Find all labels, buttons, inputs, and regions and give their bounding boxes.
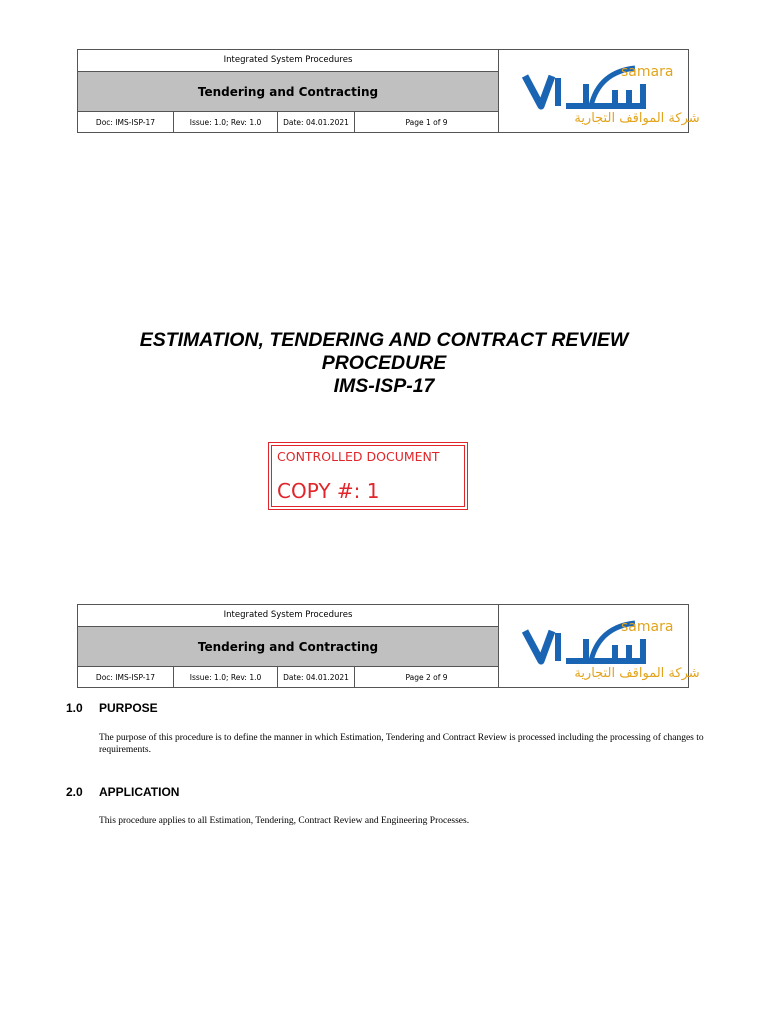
title-line-2: PROCEDURE	[321, 352, 447, 374]
section-heading-application	[66, 785, 179, 799]
section-text-application: This procedure applies to all Estimation, Tendering, Contract Review and Engineering Processes.	[99, 816, 470, 826]
page-header-2	[77, 604, 700, 688]
header-info	[78, 50, 499, 132]
svg-text:شركة المواقف التجارية: شركة المواقف التجارية	[573, 111, 700, 126]
section-text-purpose: The purpose of this procedure is to define the manner in which Estimation, Tendering and Contract Review is processed including the processing of changes to requirements.	[99, 733, 704, 755]
controlled-document-stamp	[268, 442, 468, 510]
header-title: Tendering and Contracting	[78, 627, 498, 667]
copy-number: COPY #: 1	[277, 479, 380, 503]
samara-logo-icon	[519, 54, 700, 128]
section-number: 2.0	[66, 785, 83, 799]
title-line-1: ESTIMATION, TENDERING AND CONTRACT REVIEW	[139, 329, 629, 351]
issue-revision: Issue: 1.0; Rev: 1.0	[174, 667, 278, 687]
page-number: Page 1 of 9	[405, 117, 448, 127]
doc-date: Date: 04.01.2021	[278, 112, 355, 132]
doc-date: Date: 04.01.2021	[278, 667, 355, 687]
header-system-name: Integrated System Procedures	[78, 605, 498, 627]
header-system-name: Integrated System Procedures	[78, 50, 498, 72]
samara-logo-icon	[519, 609, 700, 683]
section-number: 1.0	[66, 701, 83, 715]
doc-number: Doc: IMS-ISP-17	[78, 112, 174, 132]
header-title: Tendering and Contracting	[78, 72, 498, 112]
doc-number: Doc: IMS-ISP-17	[78, 667, 174, 687]
svg-text:samara: samara	[620, 619, 673, 635]
section-heading-purpose	[66, 701, 158, 715]
controlled-label: CONTROLLED DOCUMENT	[277, 449, 440, 464]
header-meta	[78, 112, 498, 132]
svg-text:شركة المواقف التجارية: شركة المواقف التجارية	[573, 666, 700, 681]
page-header-1	[77, 49, 700, 133]
header-meta	[78, 667, 498, 687]
title-line-3: IMS-ISP-17	[333, 375, 435, 397]
company-logo	[499, 605, 700, 687]
section-title: APPLICATION	[99, 785, 180, 799]
issue-revision: Issue: 1.0; Rev: 1.0	[174, 112, 278, 132]
document-title	[0, 329, 768, 398]
svg-text:samara: samara	[620, 64, 673, 80]
page-number: Page 2 of 9	[405, 672, 448, 682]
company-logo	[499, 50, 700, 132]
header-info	[78, 605, 499, 687]
section-title: PURPOSE	[99, 701, 158, 715]
